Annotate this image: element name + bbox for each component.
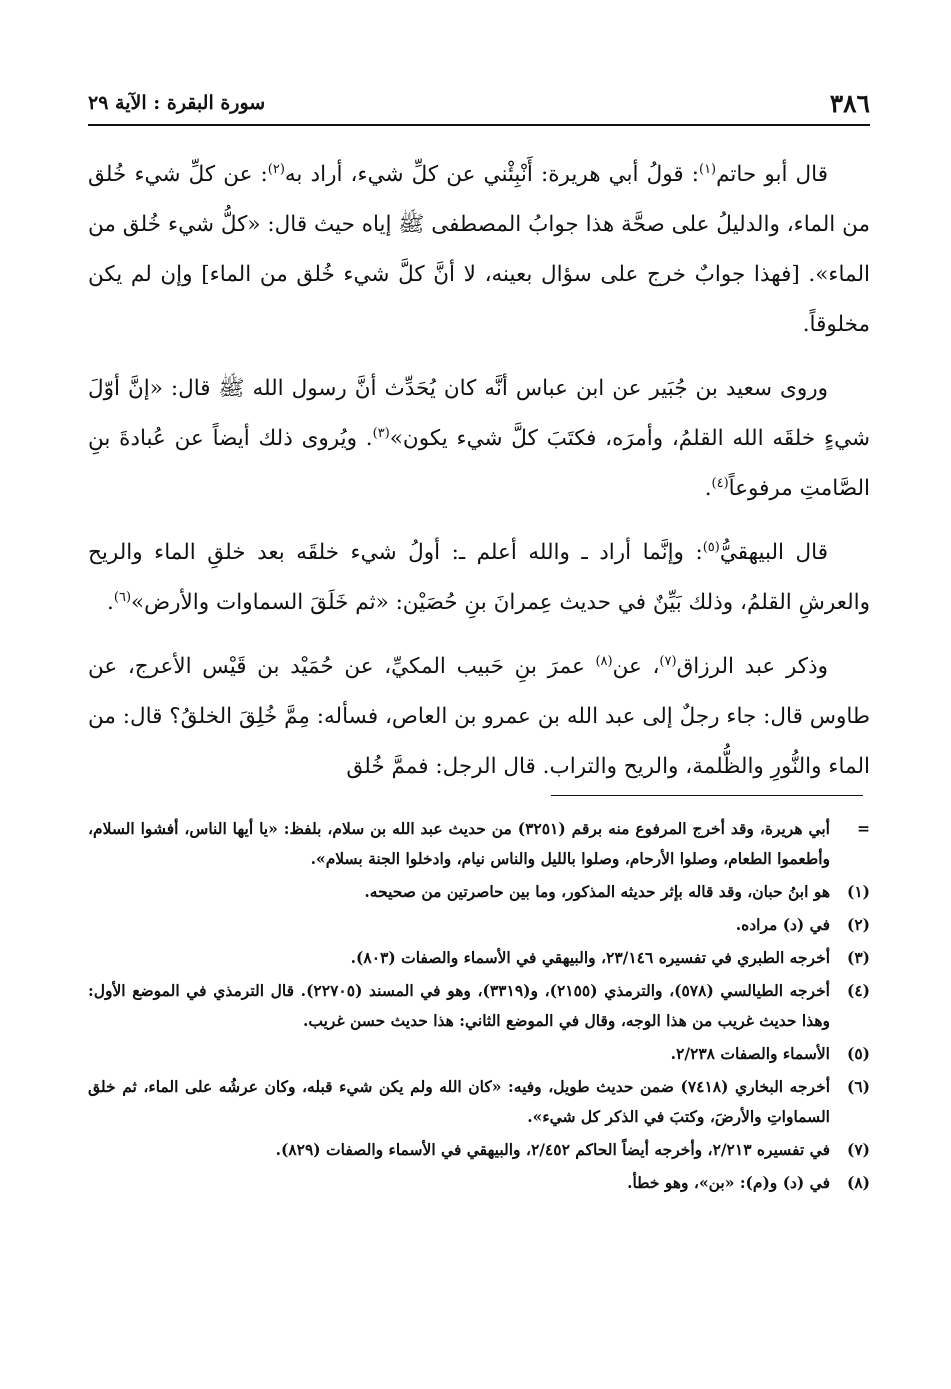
footnote-text: في (د) و(م): «بن»، وهو خطأ. — [627, 1173, 830, 1192]
main-text — [88, 150, 870, 806]
footnote-ref: (٨) — [595, 653, 613, 669]
footnote — [88, 910, 870, 940]
paragraph — [88, 642, 870, 792]
page-number: ٣٨٦ — [829, 88, 870, 118]
footnote-ref: (٥) — [702, 539, 720, 555]
footnote-text: هو ابنُ حبان، وقد قاله بإثر حديثه المذكور، وما بين حاصرتين من صحيحه. — [364, 882, 830, 901]
footnote-text: أخرجه الطبري في تفسيره ٢٣/١٤٦، والبيهقي في الأسماء والصفات (٨٠٣). — [350, 948, 830, 967]
text-run: . — [107, 590, 114, 615]
footnote-ref: (٣) — [372, 425, 390, 441]
text-run: عمرَ بنِ حَبيب المكيِّ، عن حُمَيْد بن قَيْس الأعرج، عن طاوس قال: جاء رجلٌ إلى عبد الله بن عمرو بن العاص، فسأله: مِمَّ خُلِقَ الخلقُ؟ قال: من الماء والنُّورِ والظُّلمة، والريح والتراب. قال الرجل: فممَّ خُلق — [88, 654, 870, 779]
text-run: وروى سعيد بن جُبَير عن ابن عباس أنَّه كان يُحَدِّث أنَّ رسول الله ﷺ قال: «إنَّ أوّلَ شيءٍ خلقَه الله القلمُ، وأمرَه، فكتَبَ كلَّ شيء يكون» — [88, 376, 871, 451]
footnote — [88, 877, 870, 907]
footnote — [88, 1072, 870, 1132]
text-run: : قولُ أبي هريرة: أَنْبِئْني عن كلِّ شيء، أراد به — [284, 162, 699, 187]
footnote — [88, 814, 870, 874]
footnote-text: الأسماء والصفات ٢/٢٣٨. — [670, 1044, 830, 1063]
text-run: قال البيهقيُّ — [719, 540, 828, 565]
footnote-number: (١) — [846, 882, 870, 901]
footnote-number: = — [857, 819, 870, 838]
text-run: : عن كلِّ شيء خُلق من الماء، والدليلُ على صحَّة هذا جوابُ المصطفى ﷺ إياه حيث قال: «كلُّ شيء خُلق من الماء». [فهذا جوابٌ خرج على سؤال بعينه، لا أنَّ كلَّ شيء خُلق من الماء] وإن لم يكن مخلوقاً. — [88, 162, 870, 337]
footnotes — [88, 814, 870, 1201]
footnote-text: أبي هريرة، وقد أخرج المرفوع منه برقم (٣٢٥١) من حديث عبد الله بن سلام، بلفظ: «يا أيها الناس، أفشوا السلام، وأطعموا الطعام، وصلوا الأرحام، وصلوا بالليل والناس نيام، وادخلوا الجنة بسلام». — [88, 819, 830, 868]
footnote-text: أخرجه الطيالسي (٥٧٨)، والترمذي (٢١٥٥)، و(٣٣١٩)، وهو في المسند (٢٢٧٠٥). قال الترمذي في الموضع الأول: وهذا حديث غريب من هذا الوجه، وقال في الموضع الثاني: هذا حديث حسن غريب. — [88, 981, 830, 1030]
paragraph — [88, 150, 870, 350]
footnote-number: (٦) — [846, 1077, 870, 1096]
text-run: . ويُروى ذلك أيضاً عن عُبادةَ بنِ الصَّامتِ مرفوعاً — [88, 426, 870, 501]
running-title: سورة البقرة : الآية ٢٩ — [88, 92, 266, 114]
text-run: وذكر عبد الرزاق — [676, 654, 828, 679]
paragraph — [88, 364, 870, 514]
page-header — [88, 82, 870, 126]
footnote-text: في (د) مراده. — [735, 915, 830, 934]
footnote-ref: (٤) — [711, 475, 729, 491]
footnote-text: أخرجه البخاري (٧٤١٨) ضمن حديث طويل، وفيه: «كان الله ولم يكن شيء قبله، وكان عرشُه على الماء، ثم خلق السماواتِ والأرضَ، وكتبَ في الذكر كل شيء». — [88, 1077, 830, 1126]
footnote-number: (٤) — [846, 981, 870, 1000]
footnote-ref: (٢) — [267, 161, 285, 177]
footnote-number: (٨) — [846, 1173, 870, 1192]
footnote-ref: (١) — [698, 161, 717, 177]
footnote-text: في تفسيره ٢/٢١٣، وأخرجه أيضاً الحاكم ٢/٤٥٢، والبيهقي في الأسماء والصفات (٨٢٩). — [275, 1140, 830, 1159]
footnote — [88, 943, 870, 973]
text-run: قال أبو حاتم — [716, 162, 828, 187]
text-run: . — [704, 476, 712, 501]
footnote — [88, 1168, 870, 1198]
text-run: : وإنَّما أراد ـ والله أعلم ـ: أولُ شيء خلقَه بعد خلقِ الماء والريح والعرشِ القلمُ، وذلك بَيِّنٌ في حديث عِمرانَ بنِ حُصَيْن: «ثم خَلَقَ السماوات والأرض» — [88, 540, 870, 615]
footnote-number: (٥) — [846, 1044, 870, 1063]
footnote — [88, 976, 870, 1036]
paragraph — [88, 528, 870, 628]
footnote-number: (٢) — [846, 915, 870, 934]
footnote — [88, 1135, 870, 1165]
footnote-ref: (٧) — [659, 653, 677, 669]
footnote-separator — [551, 795, 863, 796]
footnote-number: (٣) — [846, 948, 870, 967]
footnote — [88, 1039, 870, 1069]
text-run: ، عن — [612, 654, 660, 679]
footnote-number: (٧) — [846, 1140, 870, 1159]
footnote-ref: (٦) — [113, 589, 132, 605]
